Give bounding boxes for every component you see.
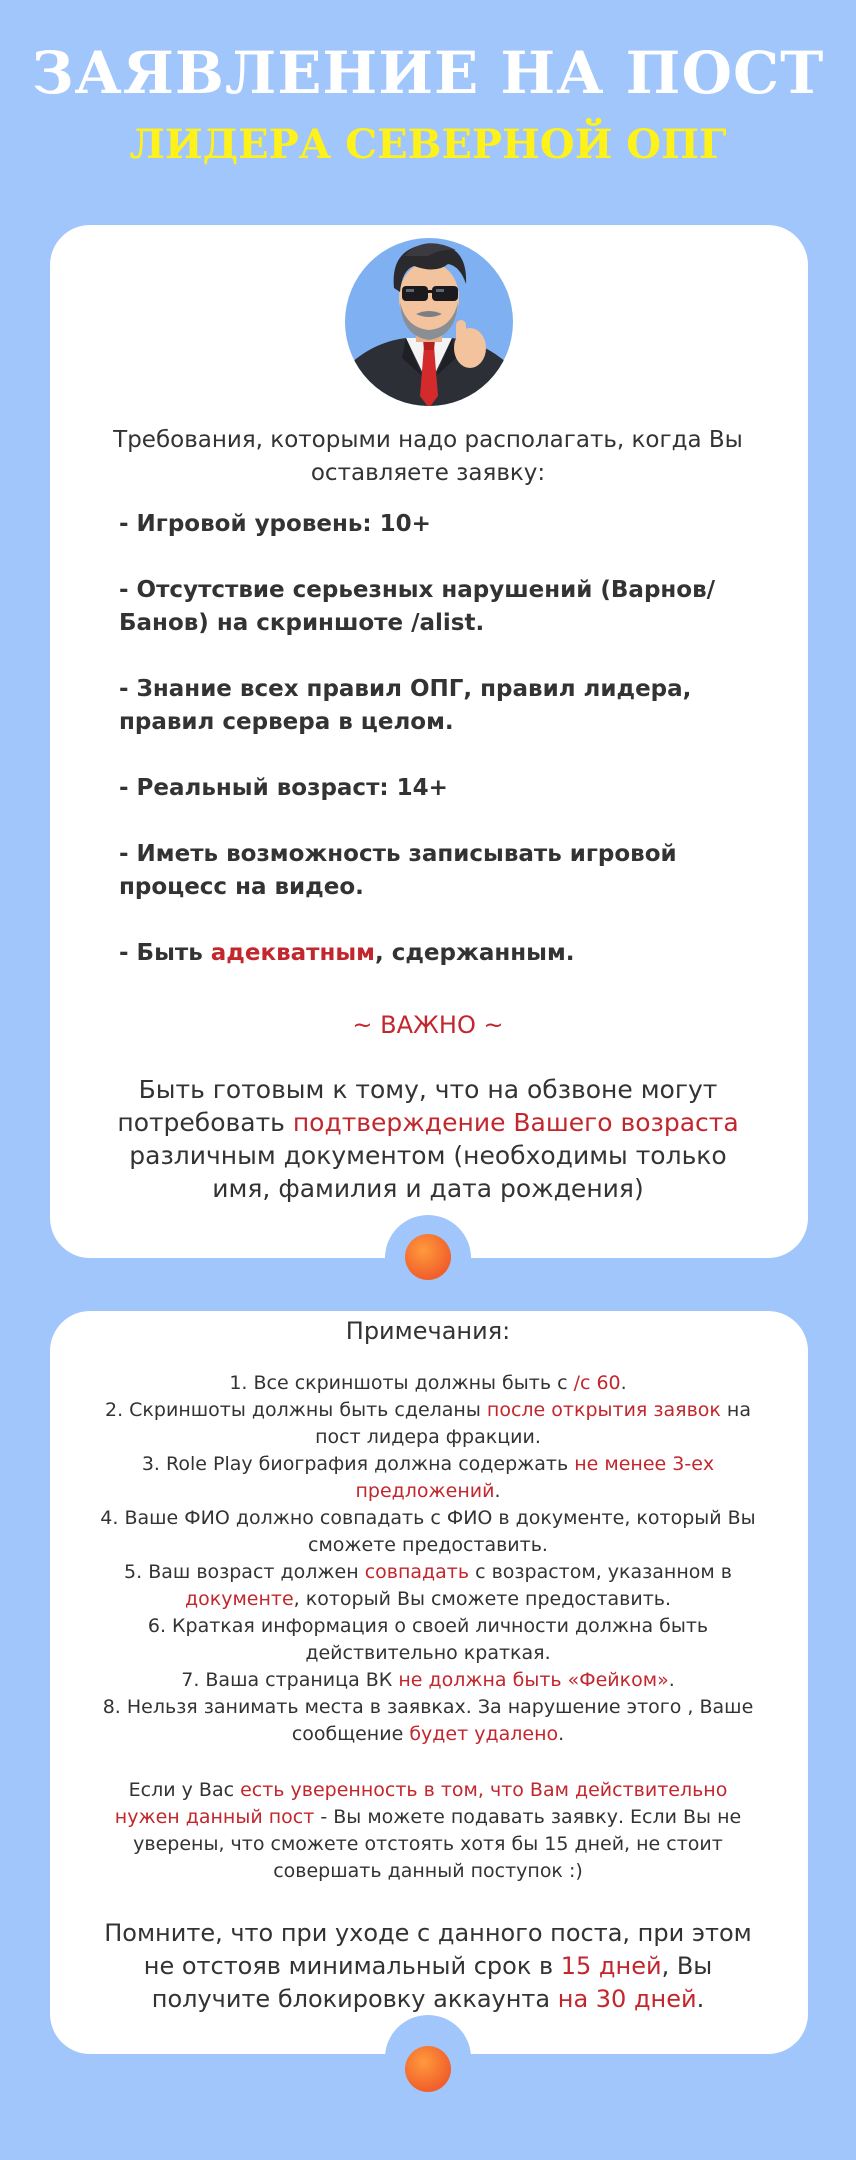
requirement-adequate xyxy=(119,937,779,970)
requirement-video: - Иметь возможность записывать игровой процесс на видео. xyxy=(119,841,677,900)
requirement-level: - Игровой уровень: 10+ xyxy=(119,511,431,537)
avatar-man-sunglasses-icon xyxy=(344,236,514,412)
important-label: ~ ВАЖНО ~ xyxy=(352,1011,504,1039)
requirement-age: - Реальный возраст: 14+ xyxy=(119,775,448,801)
requirements-intro: Требования, которыми надо располагать, когда Вы оставляете заявку: xyxy=(113,427,743,486)
important-text-highlight: подтверждение Вашего возраста xyxy=(292,1108,739,1137)
notes-list xyxy=(100,1370,756,1748)
note-item: 7. Ваша страница ВК не должна быть «Фейком». xyxy=(181,1669,675,1691)
requirement-adequate-prefix: - Быть xyxy=(119,940,211,966)
remember-warning: Помните, что при уходе с данного поста, при этом не отстояв минимальный срок в 15 дней, Вы получите блокировку аккаунта на 30 дней. xyxy=(104,1919,752,2013)
note-item: 3. Role Play биография должна содержать не менее 3-ех предложений. xyxy=(141,1453,715,1502)
requirement-adequate-highlight: адекватным xyxy=(210,940,375,966)
important-text-part: Быть готовым к тому, что на обзвоне могут потребовать xyxy=(117,1075,718,1137)
page-subtitle: ЛИДЕРА СЕВЕРНОЙ ОПГ xyxy=(129,121,727,168)
note-item: 1. Все скриншоты должны быть с /c 60. xyxy=(229,1372,627,1394)
note-item: 8. Нельзя занимать места в заявках. За нарушение этого , Ваше сообщение будет удалено. xyxy=(102,1696,754,1745)
note-item: 2. Скриншоты должны быть сделаны после открытия заявок на пост лидера фракции. xyxy=(105,1399,751,1448)
orange-dot-icon xyxy=(405,2046,451,2092)
page-title: ЗАЯВЛЕНИЕ НА ПОСТ xyxy=(31,39,825,107)
note-item: 5. Ваш возраст должен совпадать с возрастом, указанном в документе, который Вы сможете предоставить. xyxy=(124,1561,732,1610)
requirement-no-violations: - Отсутствие серьезных нарушений (Варнов/Банов) на скриншоте /alist. xyxy=(119,577,716,636)
important-text-part: различным документом (необходимы только имя, фамилия и дата рождения) xyxy=(129,1141,727,1203)
notes-title: Примечания: xyxy=(345,1317,511,1345)
if-sure-text: Если у Вас есть уверенность в том, что Вам действительно нужен данный пост - Вы можете подавать заявку. Если Вы не уверены, что сможете отстоять хотя бы 15 дней, не стоит совершать данный поступок :) xyxy=(114,1779,742,1882)
orange-dot-icon xyxy=(405,1234,451,1280)
note-item: 4. Ваше ФИО должно совпадать с ФИО в документе, который Вы сможете предоставить. xyxy=(100,1507,756,1556)
important-text xyxy=(100,1073,756,1205)
requirement-adequate-suffix: , сдержанным. xyxy=(374,940,575,966)
note-item: 6. Краткая информация о своей личности должна быть действительно краткая. xyxy=(147,1615,709,1664)
requirement-rules-knowledge: - Знание всех правил ОПГ, правил лидера, правил сервера в целом. xyxy=(119,676,692,735)
